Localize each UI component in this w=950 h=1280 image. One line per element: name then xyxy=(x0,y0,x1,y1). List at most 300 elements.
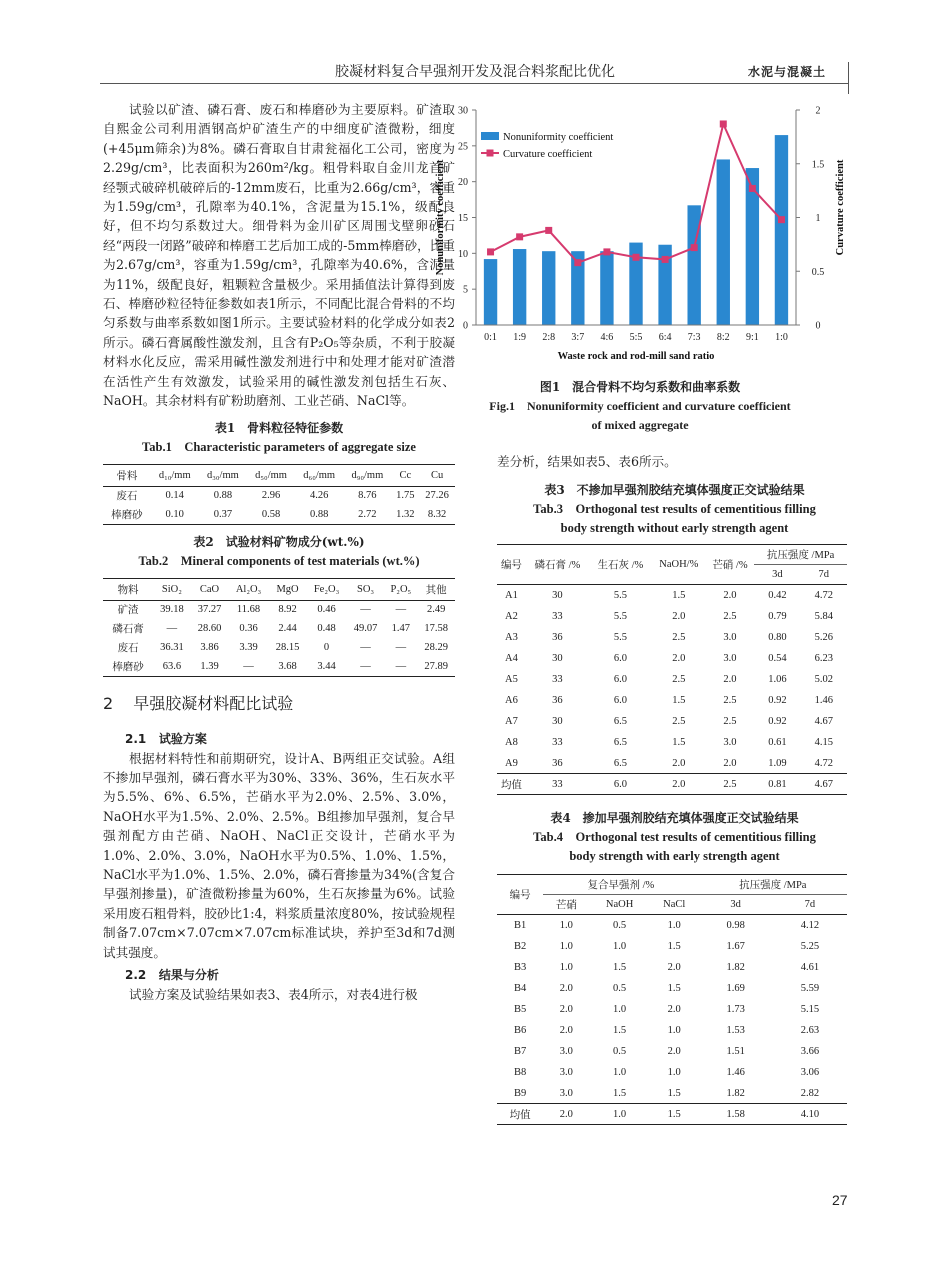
table-cell: 2.0 xyxy=(667,1003,681,1015)
table-cell: 5.5 xyxy=(613,610,627,622)
table4-subheader: 芒硝 xyxy=(543,895,589,915)
table-cell: 11.68 xyxy=(236,604,261,616)
table-cell: 1.5 xyxy=(672,694,686,706)
point-curvature xyxy=(603,248,610,255)
table-row xyxy=(103,486,455,505)
table-cell: 3.0 xyxy=(559,1045,573,1057)
table-cell: 0.92 xyxy=(768,715,787,727)
table-cell: 0.36 xyxy=(239,623,258,634)
table-row xyxy=(103,619,455,638)
table4-subheader: NaCl xyxy=(650,895,699,915)
table-cell: B5 xyxy=(513,1003,527,1015)
table-cell: B1 xyxy=(513,920,527,932)
table-cell: 0 xyxy=(323,642,330,653)
table4-subheader: 7d xyxy=(773,895,847,915)
table-cell: 3.06 xyxy=(800,1066,820,1078)
table-cell: 1.73 xyxy=(726,1003,745,1015)
line-curvature xyxy=(491,124,782,263)
table-cell: 0.42 xyxy=(768,590,787,602)
table-cell: 4.15 xyxy=(814,736,833,748)
table-cell: 1.82 xyxy=(726,1087,745,1099)
table4-header-group: 抗压强度 /MPa xyxy=(699,875,847,895)
x-tick-label: 9:1 xyxy=(745,332,759,343)
table-row xyxy=(497,690,847,711)
table-cell: 1.0 xyxy=(559,920,573,932)
table-cell: 棒磨砂 xyxy=(103,505,151,524)
table-row xyxy=(497,1062,847,1083)
table-cell: — xyxy=(384,657,417,676)
table2-header: MgO xyxy=(269,578,307,600)
table4-subheader: 3d xyxy=(699,895,773,915)
table-cell: 3.66 xyxy=(800,1045,820,1057)
table-row xyxy=(497,999,847,1020)
table-cell: 3.86 xyxy=(200,642,219,653)
table-row xyxy=(103,638,455,657)
table-row xyxy=(497,753,847,774)
table-cell: 33 xyxy=(552,673,563,685)
table2-header: P₂O₅ xyxy=(384,578,417,600)
table4-caption-en-1: Tab.4 Orthogonal test results of cementitious filling xyxy=(533,830,816,845)
table4 xyxy=(497,874,847,1125)
table-cell: 2.5 xyxy=(672,673,686,685)
table-cell: 1.0 xyxy=(613,940,627,952)
table-cell: 2.5 xyxy=(672,631,686,643)
y-tick-label-left: 30 xyxy=(458,105,468,117)
subsection-2-1-title: 试验方案 xyxy=(158,731,207,746)
table-cell: A9 xyxy=(505,757,518,769)
table-cell: 49.07 xyxy=(353,623,378,634)
table-row xyxy=(497,1041,847,1062)
table-row xyxy=(497,606,847,627)
table-cell: 6.5 xyxy=(613,736,627,748)
table-cell: 废石 xyxy=(117,643,139,654)
y-tick-label-left: 20 xyxy=(458,177,468,189)
table-cell: 2.0 xyxy=(672,652,686,664)
table-cell: 2.5 xyxy=(723,694,737,706)
table-cell: 4.72 xyxy=(814,757,833,769)
table1-caption-cn: 表1 骨料粒径特征参数 xyxy=(214,420,344,435)
table-row xyxy=(497,711,847,732)
table1-header: d₅₀/mm xyxy=(247,464,295,486)
table-cell: 5.15 xyxy=(800,1003,820,1015)
table-row xyxy=(497,936,847,957)
x-tick-label: 6:4 xyxy=(658,332,672,343)
table-cell: 3.44 xyxy=(306,657,346,676)
table-cell: 1.5 xyxy=(667,940,681,952)
table-row xyxy=(497,1083,847,1104)
table-cell: 36 xyxy=(552,757,563,769)
table1-header: 骨料 xyxy=(103,464,151,486)
x-tick-label: 5:5 xyxy=(629,332,643,343)
table-cell: 1.0 xyxy=(667,1066,681,1078)
x-tick-label: 0:1 xyxy=(484,332,497,343)
table-cell: 0.46 xyxy=(317,604,336,616)
table-cell: 1.0 xyxy=(559,961,573,973)
table-cell: 37.27 xyxy=(197,604,222,616)
table-cell: 1.39 xyxy=(191,657,229,676)
table-cell: 1.5 xyxy=(667,982,681,994)
section-2-heading xyxy=(103,691,455,714)
table-cell: A3 xyxy=(505,631,518,643)
bar-nonuniformity xyxy=(600,251,613,325)
bar-nonuniformity xyxy=(775,135,788,325)
table-cell: 36 xyxy=(552,631,563,643)
table-cell: 1.0 xyxy=(613,1066,627,1078)
table-cell: 28.29 xyxy=(424,642,448,653)
table-cell: 28.60 xyxy=(197,623,222,634)
point-curvature xyxy=(545,227,552,234)
table-cell: A7 xyxy=(505,715,518,727)
table-cell: 2.82 xyxy=(800,1087,820,1099)
table3-header: 磷石膏 /% xyxy=(526,545,589,585)
table-cell: 2.0 xyxy=(667,1045,681,1057)
table-cell: 3.0 xyxy=(559,1087,573,1099)
table3-caption-en-1: Tab.3 Orthogonal test results of cementitious filling xyxy=(533,502,816,517)
table2-header: Fe₂O₃ xyxy=(306,578,346,600)
table-cell: 4.67 xyxy=(801,774,847,795)
point-curvature xyxy=(720,120,727,127)
table3-caption-cn: 表3 不掺加早强剂胶结充填体强度正交试验结果 xyxy=(544,483,805,498)
table1-header: Cc xyxy=(391,464,419,486)
table-cell: 矿渣 xyxy=(117,605,139,617)
table-cell: 33 xyxy=(552,610,563,622)
table-cell: 2.0 xyxy=(723,590,737,602)
subsection-2-2-heading xyxy=(125,966,455,983)
table-cell: 0.88 xyxy=(213,490,233,502)
subsection-2-2-title: 结果与分析 xyxy=(158,967,219,982)
section-2-title: 早强胶凝材料配比试验 xyxy=(133,693,294,713)
table-cell: 1.5 xyxy=(667,1087,681,1099)
table-cell: 1.06 xyxy=(768,673,787,685)
y-tick-label-right: 2 xyxy=(815,105,821,117)
table4-header: 编号 xyxy=(497,875,543,915)
table-cell: 1.82 xyxy=(726,961,745,973)
table2-caption-cn: 表2 试验材料矿物成分(wt.%) xyxy=(193,534,365,549)
table-cell: 27.89 xyxy=(417,657,455,676)
table3-header: 编号 xyxy=(497,545,526,585)
table-cell: 0.14 xyxy=(165,490,184,502)
table-cell: 39.18 xyxy=(160,604,184,616)
x-tick-label: 7:3 xyxy=(687,332,701,343)
table2-header: SiO₂ xyxy=(153,578,191,600)
table-cell: — xyxy=(360,642,371,653)
table-cell: 1.69 xyxy=(726,982,745,994)
table-cell: 0.37 xyxy=(199,505,247,524)
subsection-2-1-number: 2.1 xyxy=(125,731,147,746)
y-tick-label-right: 1.5 xyxy=(811,159,825,171)
table-cell: 6.0 xyxy=(613,652,627,664)
table-cell: 1.75 xyxy=(396,490,415,502)
table-cell: 1.58 xyxy=(699,1104,773,1125)
table-cell: B7 xyxy=(513,1045,527,1057)
y-tick-label-left: 5 xyxy=(463,284,468,296)
table-cell: 63.6 xyxy=(153,657,191,676)
x-tick-label: 1:0 xyxy=(775,332,788,343)
table-cell: 0.79 xyxy=(768,610,787,622)
legend-swatch-marker xyxy=(487,150,494,157)
table-cell: — xyxy=(360,604,371,616)
table-cell: A4 xyxy=(505,652,518,664)
table-cell: 1.0 xyxy=(667,920,681,932)
table-cell: 1.53 xyxy=(726,1024,745,1036)
table-cell: 6.5 xyxy=(613,757,627,769)
table3-header: NaOH/% xyxy=(652,545,706,585)
table-cell: 2.0 xyxy=(672,610,686,622)
table-cell: A1 xyxy=(505,590,518,602)
table-cell: 6.0 xyxy=(589,774,652,795)
table-cell: 5.02 xyxy=(814,673,833,685)
table-cell: 2.44 xyxy=(278,623,297,634)
journal-brand: 水泥与混凝土 xyxy=(748,65,827,79)
subsection-2-1-heading xyxy=(125,730,455,747)
table-cell: 2.0 xyxy=(559,1024,573,1036)
x-axis-title: Waste rock and rod-mill sand ratio xyxy=(557,351,715,362)
running-header-title: 胶凝材料复合早强剂开发及混合料浆配比优化 xyxy=(335,64,615,80)
table-cell: 磷石膏 xyxy=(112,624,144,635)
page-number: 27 xyxy=(832,1192,848,1208)
bar-nonuniformity xyxy=(687,205,700,325)
table-cell: 0.10 xyxy=(151,505,199,524)
table3-header-group: 抗压强度 /MPa xyxy=(754,545,847,565)
table-cell: 5.84 xyxy=(814,610,833,622)
table-cell: 0.98 xyxy=(726,920,745,932)
table-row xyxy=(497,669,847,690)
legend-swatch-bar xyxy=(481,132,499,140)
table-cell: A8 xyxy=(505,736,518,748)
table-cell: 2.0 xyxy=(543,1104,589,1125)
bar-nonuniformity xyxy=(542,251,555,325)
table-cell: 3.0 xyxy=(723,736,737,748)
table-cell: 4.26 xyxy=(310,490,329,502)
table-cell: 1.46 xyxy=(726,1066,745,1078)
table-cell: 2.0 xyxy=(723,757,737,769)
table-cell: 0.5 xyxy=(613,920,627,932)
paragraph-materials: 试验以矿渣、磷石膏、废石和棒磨砂为主要原料。矿渣取自熙金公司利用酒钢高炉矿渣生产的中细度矿渣微粉，细度(+45μm筛余)为8%。磷石膏取自甘肃瓮福化工公司，密度为2.29g/cm³，比表面积为260m²/kg。粗骨料取自金川龙首矿经颚式破碎机破碎后的-12mm废石，比重为2.66g/cm³，容重为1.59g/cm³，孔隙率为40.1%，含泥量为15.1%，级配良好，但不均匀系数过大。细骨料为金川矿区周围戈壁卵砂石经“两段一闭路”破碎和棒磨工艺后加工成的-5mm棒磨砂，比重为2.67g/cm³，容重为1.59g/cm³，孔隙率为40.6%，含泥量为11%，级配良好，粗颗粒含量极少。采用插值法计算得到废石、棒磨砂粒径特征参数如表1所示，不同配比混合骨料的不均匀系数与曲率系数如图1所示。主要试验材料的化学成分如表2所示。磷石膏属酸性激发剂，且含有P₂O₅等杂质，不利于胶凝材料水化反应，需采用碱性激发剂进行中和处理才能对矿渣潜在活性产生有效激发，试验采用的碱性激发剂包括生石灰、NaOH。其余材料有矿粉助磨剂、工业芒硝、NaCl等。 xyxy=(103,102,455,409)
table-cell: 6.0 xyxy=(613,694,627,706)
table-cell: B2 xyxy=(513,940,527,952)
table-row xyxy=(103,657,455,676)
table-cell: 3.0 xyxy=(723,631,737,643)
table-cell: 4.72 xyxy=(814,590,833,602)
table-cell: 4.61 xyxy=(800,961,820,973)
table3-subheader: 3d xyxy=(754,565,800,585)
table-cell: 5.5 xyxy=(613,590,627,602)
bar-nonuniformity xyxy=(513,249,526,325)
table-cell: B8 xyxy=(513,1066,527,1078)
table-cell: 33 xyxy=(526,774,589,795)
y-axis-title-right: Curvature coefficient xyxy=(835,159,846,256)
table-cell: 30 xyxy=(552,715,563,727)
table-cell: B9 xyxy=(513,1087,527,1099)
table-cell: B6 xyxy=(513,1024,527,1036)
table-cell: 1.0 xyxy=(589,1104,649,1125)
table1-caption-en: Tab.1 Characteristic parameters of aggregate size xyxy=(142,439,416,454)
table-cell: 2.0 xyxy=(559,1003,573,1015)
table-cell: 4.10 xyxy=(773,1104,847,1125)
table3 xyxy=(497,544,847,795)
table-cell: 17.58 xyxy=(424,623,448,634)
table-cell: — xyxy=(347,657,385,676)
subsection-2-2-number: 2.2 xyxy=(125,967,147,982)
y-axis-title-left: Nonuniformity coefficient xyxy=(435,159,446,276)
table-cell: 8.32 xyxy=(419,505,455,524)
table-cell: 1.5 xyxy=(672,736,686,748)
point-curvature xyxy=(749,185,756,192)
x-tick-label: 8:2 xyxy=(716,332,730,343)
y-tick-label-left: 15 xyxy=(458,213,468,224)
table-cell: 2.72 xyxy=(343,505,391,524)
table4-caption-cn: 表4 掺加早强剂胶结充填体强度正交试验结果 xyxy=(550,811,799,826)
table-cell: 5.59 xyxy=(800,982,820,994)
paragraph-results: 试验方案及试验结果如表3、表4所示，对表4进行极 xyxy=(129,986,418,1002)
table2-header: 物料 xyxy=(103,578,153,600)
header-rule xyxy=(100,83,848,84)
table3-header: 生石灰 /% xyxy=(589,545,652,585)
table-cell: 1.5 xyxy=(613,961,627,973)
x-tick-label: 3:7 xyxy=(571,332,585,343)
table3-subheader: 7d xyxy=(801,565,847,585)
table2 xyxy=(103,578,455,677)
table-cell: 8.76 xyxy=(358,490,377,502)
x-tick-label: 1:9 xyxy=(513,332,527,343)
paragraph-results-continued: 差分析，结果如表5、表6所示。 xyxy=(497,454,677,469)
table-cell: 2.63 xyxy=(800,1024,820,1036)
table-cell: 28.15 xyxy=(275,642,300,653)
legend-label: Nonuniformity coefficient xyxy=(503,132,614,143)
table4-caption-en-2: body strength with early strength agent xyxy=(569,849,780,864)
table-cell: 2.49 xyxy=(426,604,446,616)
table-cell: 0.54 xyxy=(768,652,787,664)
table-cell: 8.92 xyxy=(278,604,297,616)
table-cell: 均值 xyxy=(497,1104,543,1125)
table-cell: 2.5 xyxy=(723,610,737,622)
table-cell: 1.5 xyxy=(650,1104,699,1125)
point-curvature xyxy=(574,259,581,266)
table-cell: 6.5 xyxy=(613,715,627,727)
table-cell: 2.0 xyxy=(667,961,681,973)
table-cell: 0.5 xyxy=(613,1045,627,1057)
table-cell: — xyxy=(395,642,407,653)
table-cell: 36.31 xyxy=(160,642,184,653)
table-cell: A6 xyxy=(505,694,518,706)
table-cell: 2.0 xyxy=(672,757,686,769)
table-row xyxy=(497,627,847,648)
table-cell: 36 xyxy=(552,694,563,706)
table-cell: 6.0 xyxy=(613,673,627,685)
table-cell: 1.47 xyxy=(391,623,411,634)
table-cell: 0.80 xyxy=(768,631,787,643)
table-cell: 1.0 xyxy=(613,1003,627,1015)
table4-header-group: 复合早强剂 /% xyxy=(543,875,698,895)
table-cell: A5 xyxy=(505,673,518,685)
table1-header: Cu xyxy=(419,464,455,486)
point-curvature xyxy=(633,254,640,261)
table-cell: B4 xyxy=(513,982,527,994)
table-cell: 5.5 xyxy=(613,631,627,643)
table-cell: 1.32 xyxy=(391,505,419,524)
table-row xyxy=(497,585,847,606)
figure1-caption-en-1: Fig.1 Nonuniformity coefficient and curvature coefficient xyxy=(489,399,791,413)
left-column xyxy=(103,100,455,1004)
table4-subheader: NaOH xyxy=(589,895,649,915)
table-cell: 5.25 xyxy=(800,940,820,952)
table-cell: A2 xyxy=(505,610,518,622)
point-curvature xyxy=(487,248,494,255)
table-row xyxy=(497,774,847,795)
right-column xyxy=(497,452,852,1125)
figure1-caption-en-2: of mixed aggregate xyxy=(591,418,689,432)
table1-header: d₁₀/mm xyxy=(151,464,199,486)
point-curvature xyxy=(691,244,698,251)
table-cell: 0.48 xyxy=(317,623,336,634)
table2-header: CaO xyxy=(191,578,229,600)
x-tick-label: 4:6 xyxy=(600,332,614,343)
table-cell: 1.46 xyxy=(814,694,833,706)
table-cell: 1.0 xyxy=(667,1024,681,1036)
table-row xyxy=(497,978,847,999)
table-cell: 1.67 xyxy=(726,940,745,952)
paragraph-test-scheme: 根据材料特性和前期研究，设计A、B两组正交试验。A组不掺加早强剂，磷石膏水平为30%、33%、36%，生石灰水平为5.5%、6%、6.5%，芒硝水平为2.0%、2.5%、3.0%，NaOH水平为1.5%、2.0%、2.5%。B组掺加早强剂，复合早强剂配方由芒硝、NaOH、NaCl正交设计，芒硝水平为1.0%、2.0%、3.0%，NaOH水平为0.5%、1.0%、1.5%，NaCl水平为1.0%、1.5%、2.0%，磷石膏掺量为34%(含复合早强剂掺量)，矿渣微粉掺量为60%，生石灰掺量为6%。试验采用废石粗骨料，胶砂比1:4，料浆质量浓度80%，按试验规程制备7.07cm×7.07cm×7.07cm标准试块，养护至3d和7d测试其强度。 xyxy=(103,750,455,960)
x-tick-label: 2:8 xyxy=(542,332,556,343)
table-row xyxy=(497,915,847,936)
y-tick-label-right: 0 xyxy=(815,320,821,332)
table-cell: 2.0 xyxy=(652,774,706,795)
table1-header: d₃₀/mm xyxy=(199,464,247,486)
y-tick-label-right: 0.5 xyxy=(811,266,825,278)
table-row xyxy=(497,648,847,669)
table2-header: SO₃ xyxy=(347,578,385,600)
section-2-number: 2 xyxy=(103,693,114,713)
table2-header: Al₂O₃ xyxy=(228,578,268,600)
table-cell: 0.58 xyxy=(247,505,295,524)
table-cell: 30 xyxy=(552,590,563,602)
figure1-svg xyxy=(431,100,851,370)
table-cell: 3.0 xyxy=(723,652,737,664)
table-cell: 0.88 xyxy=(295,505,343,524)
table-cell: 6.23 xyxy=(814,652,833,664)
table-cell: 棒磨砂 xyxy=(103,657,153,676)
figure1-caption-cn: 图1 混合骨料不均匀系数和曲率系数 xyxy=(539,380,741,394)
table-cell: 1.51 xyxy=(726,1045,745,1057)
table-cell: 0.92 xyxy=(768,694,787,706)
table-cell: 均值 xyxy=(497,774,526,795)
legend-label: Curvature coefficient xyxy=(503,149,593,160)
table-row xyxy=(497,957,847,978)
table1-header: d₆₀/mm xyxy=(295,464,343,486)
table-row xyxy=(497,1104,847,1125)
bar-nonuniformity xyxy=(717,159,730,325)
table-cell: 4.12 xyxy=(800,920,820,932)
table-cell: 0.5 xyxy=(613,982,627,994)
table-cell: 4.67 xyxy=(814,715,833,727)
table-cell: 3.0 xyxy=(559,1066,573,1078)
table-cell: 2.5 xyxy=(723,715,737,727)
table-cell: 废石 xyxy=(116,491,138,503)
table-cell: B3 xyxy=(513,961,527,973)
table-cell: — xyxy=(395,604,407,616)
table-cell: 2.96 xyxy=(261,490,281,502)
table-row xyxy=(497,1020,847,1041)
table-cell: 27.26 xyxy=(425,490,449,502)
table1 xyxy=(103,464,455,525)
table-cell: 1.0 xyxy=(559,940,573,952)
table-row xyxy=(103,505,455,524)
table-cell: 2.5 xyxy=(672,715,686,727)
table2-caption-en: Tab.2 Mineral components of test materials (wt.%) xyxy=(138,553,420,568)
table3-header: 芒硝 /% xyxy=(706,545,755,585)
table-cell: 1.5 xyxy=(672,590,686,602)
table-row xyxy=(103,600,455,619)
